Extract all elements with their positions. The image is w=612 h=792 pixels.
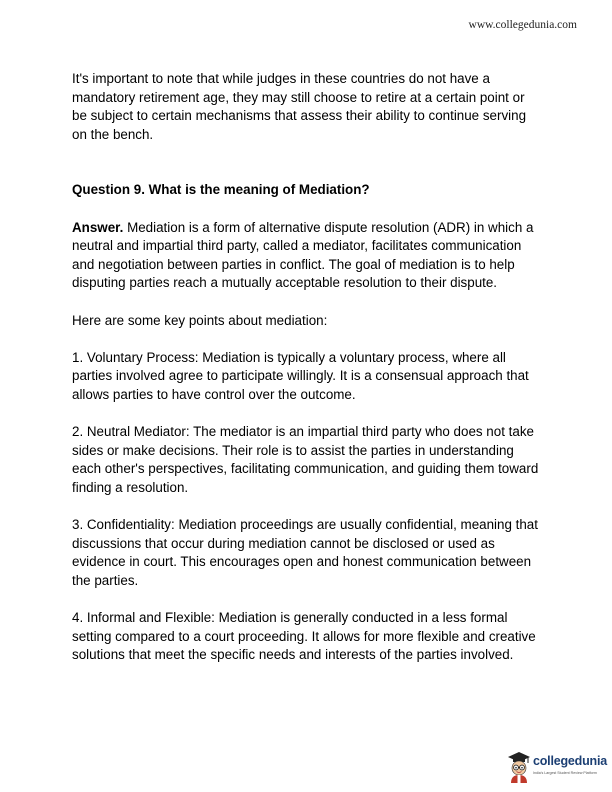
answer-text: Mediation is a form of alternative dispute resolution (ADR) in which a neutral and impartial third party, called a mediator, facilitates communication and negotiation between parties in conflict. The goal of mediation is to help disputing parties reach a mutually acceptable resolution to their dispute. [72,219,534,291]
answer-label: Answer. [72,219,124,235]
answer-paragraph [72,219,540,293]
intro-paragraph: It's important to note that while judges in these countries do not have a mandatory retirement age, they may still choose to retire at a certain point or be subject to certain mechanisms that assess their ability to continue serving on the bench. [72,71,527,142]
document-body [72,70,540,683]
collegedunia-logo [506,750,606,786]
key-point-2: 2. Neutral Mediator: The mediator is an impartial third party who does not take sides or make decisions. Their role is to assist the parties in understanding each other's perspectives, facilitating communication, and guiding them toward finding a resolution. [72,424,539,495]
key-point-4: 4. Informal and Flexible: Mediation is generally conducted in a less formal setting compared to a court proceeding. It allows for more flexible and creative solutions that meet the specific needs and interests of the parties involved. [72,610,536,663]
key-point-3: 3. Confidentiality: Mediation proceedings are usually confidential, meaning that discussions that occur during mediation cannot be disclosed or used as evidence in court. This encourages open and honest communication between the parties. [72,517,538,588]
key-points-intro: Here are some key points about mediation: [72,312,328,328]
site-url: www.collegedunia.com [468,19,577,31]
key-point-1: 1. Voluntary Process: Mediation is typically a voluntary process, where all parties involved agree to participate willingly. It is a consensual approach that allows parties to have control over the outcome. [72,349,529,402]
brand-name: collegedunia [533,754,608,768]
mascot-icon [506,750,532,784]
brand-tagline: India's Largest Student Review Platform [533,771,597,775]
question-title: Question 9. What is the meaning of Mediation? [72,182,370,198]
